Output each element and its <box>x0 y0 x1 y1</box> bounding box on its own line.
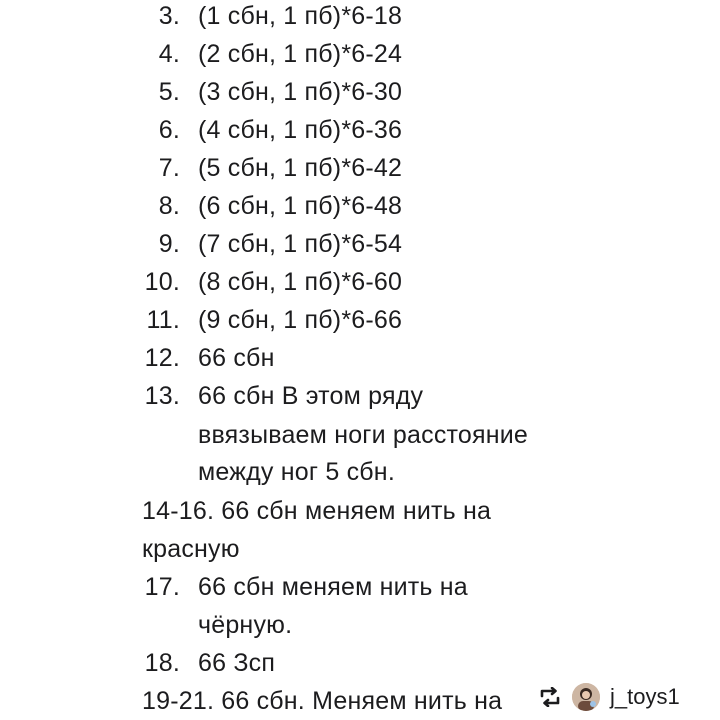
avatar[interactable] <box>572 683 600 711</box>
repost-icon <box>538 687 562 707</box>
username-link[interactable]: j_toys1 <box>610 684 680 709</box>
repost-badge[interactable] <box>538 683 680 711</box>
